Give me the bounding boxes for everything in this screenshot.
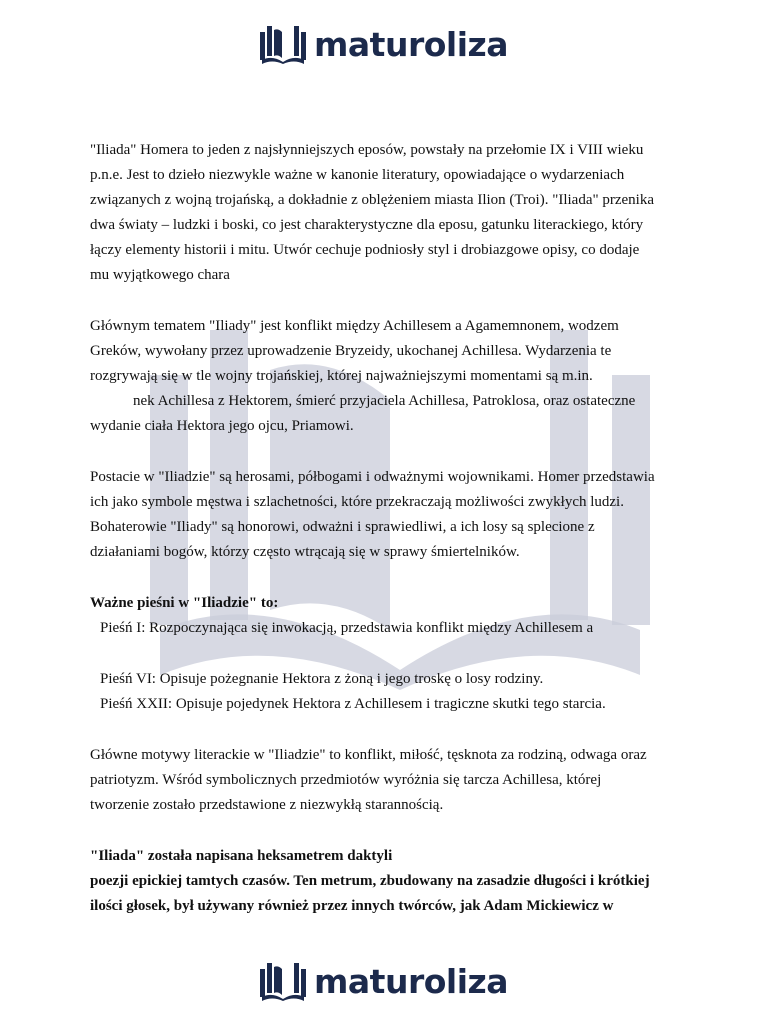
text-line: tworzenie zostało przedstawione z niezwykłą starannością.: [90, 797, 444, 813]
text-line: Główne motywy literackie w "Iliadzie" to konflikt, miłość, tęsknota za rodziną, odwaga oraz: [90, 747, 647, 763]
text-line: działaniami bogów, którzy często wtrącają się w sprawy śmiertelników.: [90, 544, 520, 560]
logo-footer: [0, 959, 768, 1003]
text-line: "Iliada" Homera to jeden z najsłynniejszych eposów, powstały na przełomie IX i VIII wieku: [90, 142, 644, 158]
text-line: mu wyjątkowego chara: [90, 267, 230, 283]
text-line: Greków, wywołany przez uprowadzenie Bryzeidy, ukochanej Achillesa. Wydarzenia te: [90, 343, 612, 359]
paragraph-meter: [90, 844, 690, 919]
paragraph-characters: [90, 465, 690, 565]
text-line: nek Achillesa z Hektorem, śmierć przyjaciela Achillesa, Patroklosa, oraz ostateczne: [133, 393, 636, 409]
book-logo-icon: [260, 24, 306, 64]
text-line: ich jako symbole męstwa i szlachetności, które przekraczają możliwości zwykłych ludzi.: [90, 494, 624, 510]
text-line: p.n.e. Jest to dzieło niezwykle ważne w kanonie literatury, opowiadające o wydarzeniach: [90, 167, 625, 183]
song-item: Pieśń I: Rozpoczynająca się inwokacją, przedstawia konflikt między Achillesem a: [100, 620, 594, 636]
song-item: Pieśń VI: Opisuje pożegnanie Hektora z żoną i jego troskę o losy rodziny.: [100, 671, 544, 687]
text-line: związanych z wojną trojańską, a dokładnie z oblężeniem miasta Ilion (Troi). "Iliada" przenika: [90, 192, 654, 208]
paragraph-intro: [90, 138, 690, 288]
text-line: ilości głosek, był używany również przez innych twórców, jak Adam Mickiewicz w: [90, 898, 614, 914]
text-line: patriotyzm. Wśród symbolicznych przedmiotów wyróżnia się tarcza Achillesa, której: [90, 772, 602, 788]
brand-name: maturoliza: [314, 961, 508, 1001]
text-line: Postacie w "Iliadzie" są herosami, półbogami i odważnymi wojownikami. Homer przedstawia: [90, 469, 655, 485]
document-body: [90, 138, 690, 919]
text-line: Głównym tematem "Iliady" jest konflikt między Achillesem a Agamemnonem, wodzem: [90, 318, 619, 334]
text-line: łączy elementy historii i mitu. Utwór cechuje podniosły styl i drobiazgowe opisy, co dodaje: [90, 242, 640, 258]
songs-heading: Ważne pieśni w "Iliadzie" to:: [90, 595, 279, 611]
paragraph-motifs: [90, 743, 690, 818]
text-line: Bohaterowie "Iliady" są honorowi, odważni i sprawiedliwi, a ich losy są splecione z: [90, 519, 595, 535]
paragraph-theme: [90, 314, 690, 439]
songs-section: [90, 591, 690, 717]
text-line: "Iliada" została napisana heksametrem daktyli: [90, 848, 393, 864]
logo-header: [0, 22, 768, 66]
song-item: Pieśń XXII: Opisuje pojedynek Hektora z Achillesem i tragiczne skutki tego starcia.: [100, 696, 606, 712]
book-logo-icon: [260, 961, 306, 1001]
text-line: dwa światy – ludzki i boski, co jest charakterystyczne dla eposu, gatunku literackiego, który: [90, 217, 644, 233]
text-line: rozgrywają się w tle wojny trojańskiej, której najważniejszymi momentami są m.in.: [90, 368, 593, 384]
text-line: poezji epickiej tamtych czasów. Ten metrum, zbudowany na zasadzie długości i krótkiej: [90, 873, 650, 889]
text-line: wydanie ciała Hektora jego ojcu, Priamowi.: [90, 418, 354, 434]
brand-name: maturoliza: [314, 24, 508, 64]
